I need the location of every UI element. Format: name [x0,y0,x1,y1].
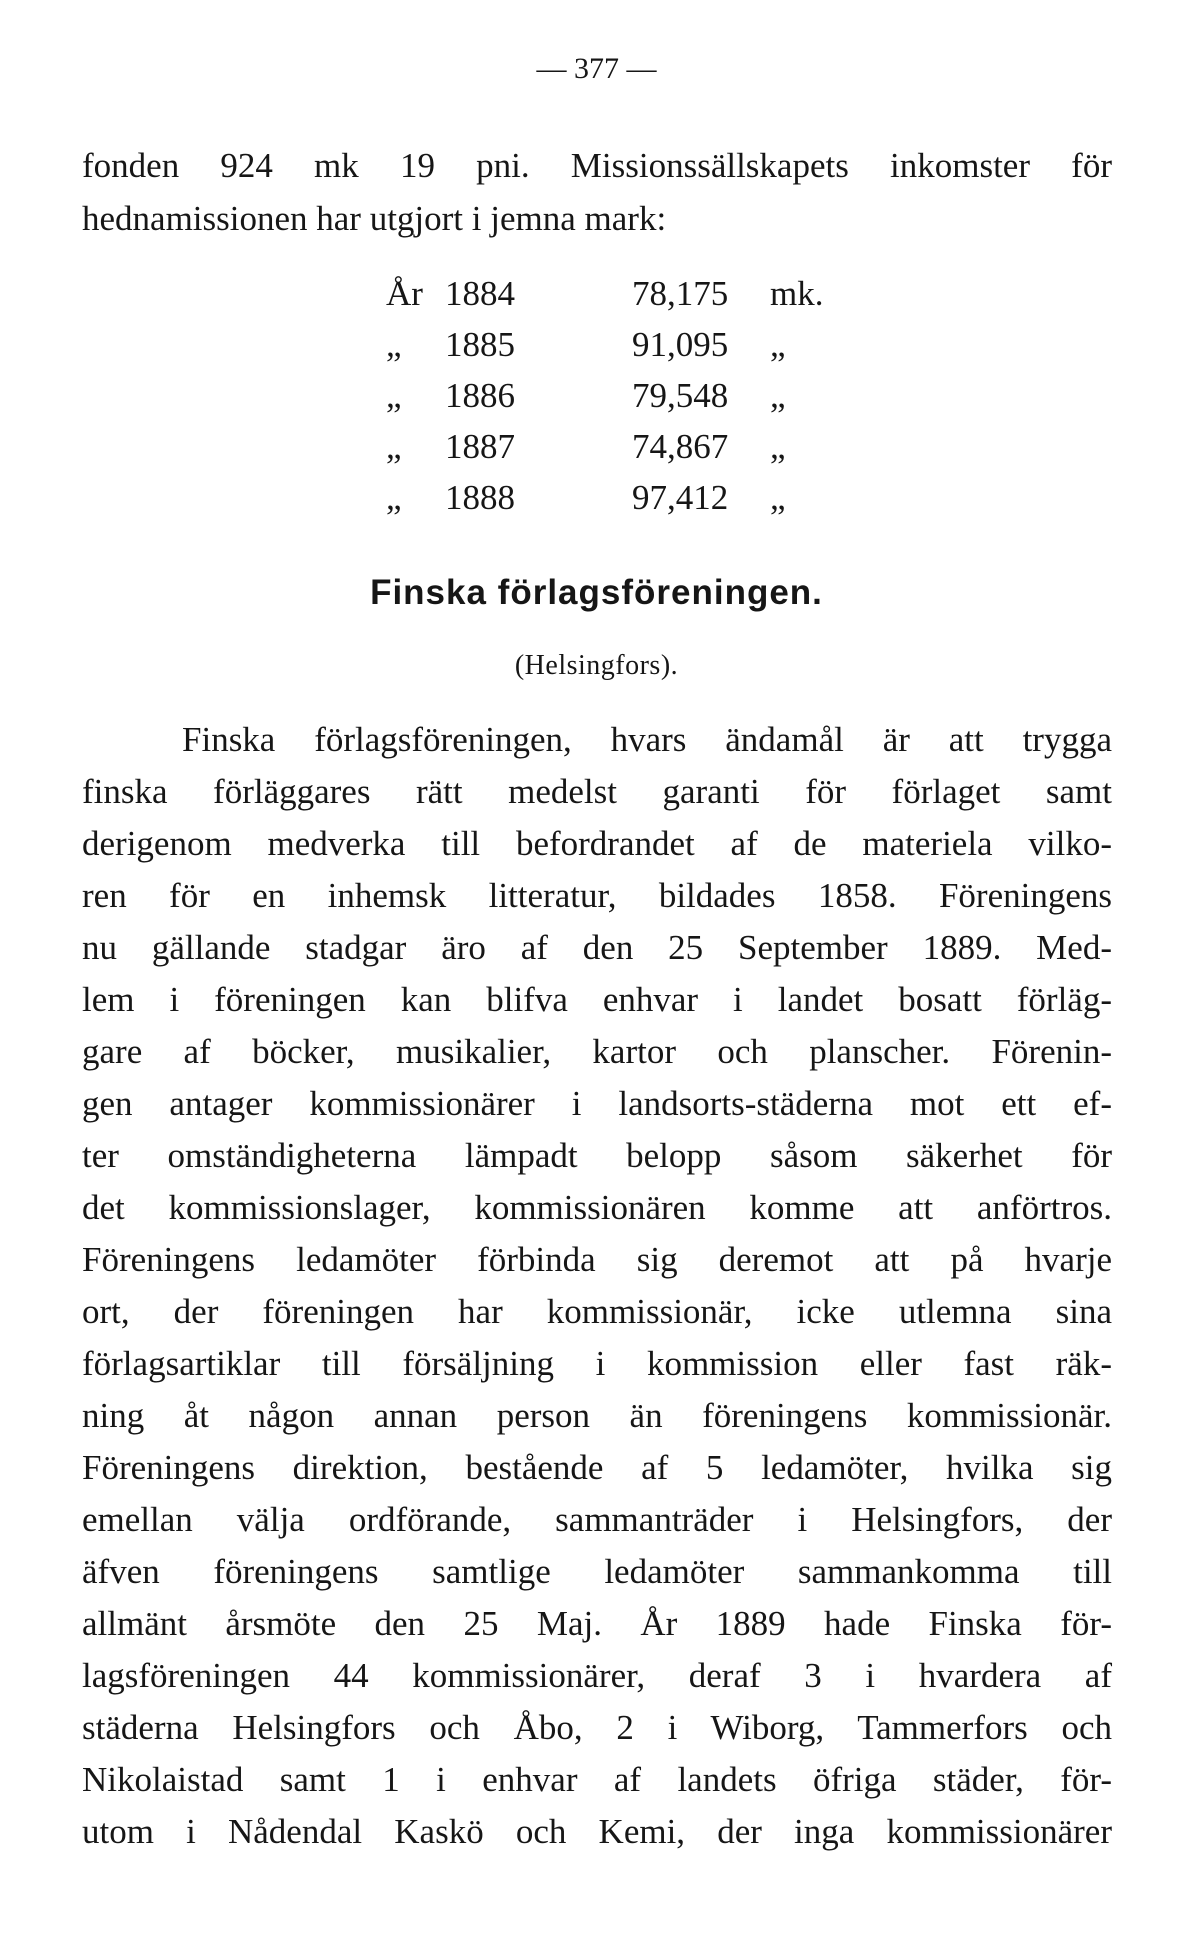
income-row-amount: 78,175 [632,274,729,313]
income-row-prefix: „ [386,478,402,517]
income-row [0,425,1193,469]
page-number: — 377 — [536,52,657,85]
body-line: Finska förlagsföreningen, hvars ändamål är att trygga [182,720,1112,759]
income-row-unit: „ [770,427,786,466]
income-row-prefix: „ [386,376,402,415]
body-line: emellan välja ordförande, sammanträder i Helsingfors, der [82,1500,1112,1539]
income-row-amount: 79,548 [632,376,729,415]
income-row-prefix: „ [386,427,402,466]
body-line: Föreningens direktion, bestående af 5 ledamöter, hvilka sig [82,1448,1112,1487]
income-row-prefix: „ [386,325,402,364]
income-row-year: 1888 [445,478,515,517]
body-line: derigenom medverka till befordrandet af de materiela vilko- [82,824,1112,863]
income-row [0,272,1193,316]
income-row-unit: „ [770,478,786,517]
body-line: lagsföreningen 44 kommissionärer, deraf 3 i hvardera af [82,1656,1112,1695]
body-line: Föreningens ledamöter förbinda sig deremot att på hvarje [82,1240,1112,1279]
body-line: finska förläggares rätt medelst garanti för förlaget samt [82,772,1112,811]
body-line: det kommissionslager, kommissionären komme att anförtros. [82,1188,1112,1227]
income-row-unit: „ [770,325,786,364]
income-row [0,476,1193,520]
income-row [0,374,1193,418]
body-line: lem i föreningen kan blifva enhvar i landet bosatt förläg- [82,980,1112,1019]
section-subheading: (Helsingfors). [514,650,679,681]
body-line: ort, der föreningen har kommissionär, icke utlemna sina [82,1292,1112,1331]
income-row-amount: 97,412 [632,478,729,517]
body-line: äfven föreningens samtlige ledamöter sammankomma till [82,1552,1112,1591]
body-line: gen antager kommissionärer i landsorts-städerna mot ett ef- [82,1084,1112,1123]
body-line: ning åt någon annan person än föreningens kommissionär. [82,1396,1112,1435]
income-row-unit: „ [770,376,786,415]
body-line: ter omständigheterna lämpadt belopp såsom säkerhet för [82,1136,1112,1175]
income-row-year: 1885 [445,325,515,364]
income-row-amount: 74,867 [632,427,729,466]
intro-line-2: hednamissionen har utgjort i jemna mark: [82,199,667,238]
intro-line-1: fonden 924 mk 19 pni. Missionssällskapets inkomster för [82,146,1112,185]
body-line: allmänt årsmöte den 25 Maj. År 1889 hade Finska för- [82,1604,1112,1643]
income-row-year: 1884 [445,274,515,313]
income-row-year: 1886 [445,376,515,415]
body-line: förlagsartiklar till försäljning i kommission eller fast räk- [82,1344,1112,1383]
body-line: Nikolaistad samt 1 i enhvar af landets öfriga städer, för- [82,1760,1112,1799]
income-row-unit: mk. [770,274,824,313]
income-row-year: 1887 [445,427,515,466]
income-row-prefix: År [386,274,423,313]
body-line: ren för en inhemsk litteratur, bildades 1858. Föreningens [82,876,1112,915]
body-line: utom i Nådendal Kaskö och Kemi, der inga kommissionärer [82,1812,1112,1851]
income-row [0,323,1193,367]
body-line: nu gällande stadgar äro af den 25 September 1889. Med- [82,928,1112,967]
body-line: städerna Helsingfors och Åbo, 2 i Wiborg, Tammerfors och [82,1708,1112,1747]
section-heading: Finska förlagsföreningen. [370,573,823,612]
body-line: gare af böcker, musikalier, kartor och planscher. Förenin- [82,1032,1112,1071]
income-row-amount: 91,095 [632,325,729,364]
